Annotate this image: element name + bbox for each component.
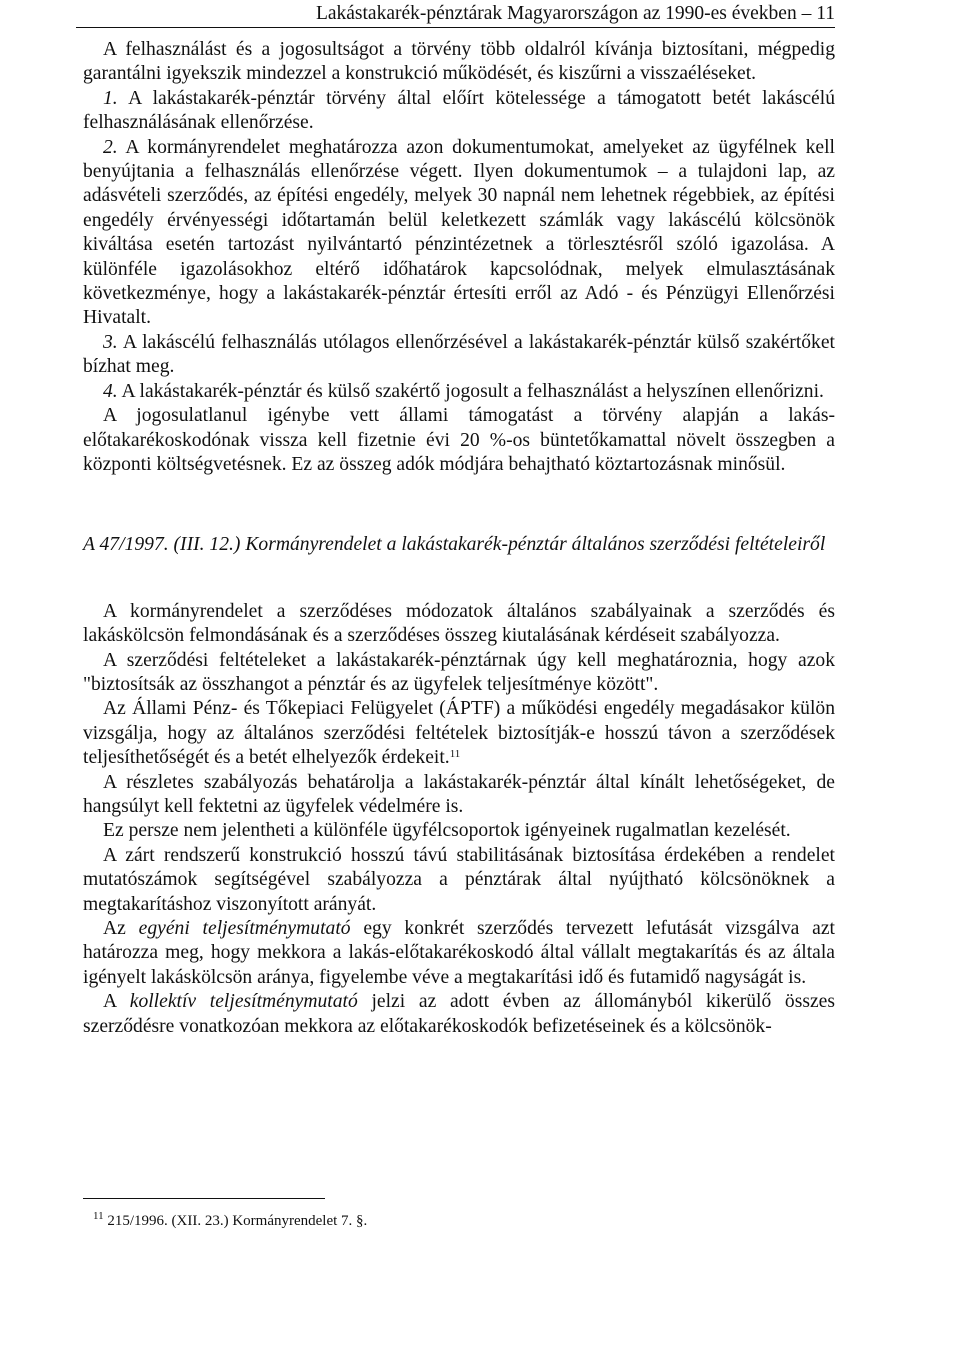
list-item-text: A lakástakarék-pénztár törvény által előírt kötelessége a támogatott betét lakáscélú felhasználásának ellenőrzése. xyxy=(83,87,835,134)
list-marker: 1. xyxy=(103,87,118,109)
list-item xyxy=(83,87,835,136)
list-marker: 4. xyxy=(103,380,118,402)
footnote-divider xyxy=(83,1198,325,1199)
section-title: A 47/1997. (III. 12.) Kormányrendelet a lakástakarék-pénztár általános szerződési feltételeiről xyxy=(83,534,826,556)
list-item xyxy=(83,331,835,380)
paragraph-text: A xyxy=(103,991,130,1013)
paragraph xyxy=(83,697,835,770)
running-header xyxy=(76,2,835,28)
paragraph xyxy=(83,917,835,990)
page-body xyxy=(83,38,835,1039)
list-item-text: A kormányrendelet meghatározza azon dokumentumokat, amelyeket az ügyfélnek kell benyújtania a felhasználás ellenőrzése végett. Ilyen dokumentumok – a tulajdoni lap, az adásvételi szerződés, az építési engedély, melyek 30 napnál nem lehetnek régebbiek, az építési engedély érvényességi időtartamán belül keletkezett számlák vagy lakáscélú kölcsönök kiváltása esetén tartozást nyilvántartó pénzintézetnek a törlesztésről szóló igazolása. A különféle igazolásokhoz eltérő időhatárok kapcsolódnak, melyek elmulasztásának következménye, hogy a lakástakarék-pénztár értesíti erről az Adó - és Pénzügyi Ellenőrzési Hivatalt. xyxy=(83,136,835,329)
list-item xyxy=(83,136,835,331)
paragraph: A zárt rendszerű konstrukció hosszú távú stabilitásának biztosítása érdekében a rendelet mutatószámok segítségével szabályozza a pénztárak által nyújtható kölcsönöknek a megtakarításhoz viszonyított arányát. xyxy=(83,844,835,915)
paragraph: A felhasználást és a jogosultságot a törvény több oldalról kívánja biztosítani, mégpedig garantálni igyekszik mindezzel a konstrukció működését, és kiszűrni a visszaéléseket. xyxy=(83,39,835,85)
running-title: Lakástakarék-pénztárak Magyarországon az 1990-es években – 11 xyxy=(315,3,835,24)
footnote-marker: 11 xyxy=(93,1210,104,1222)
paragraph-text: Az Állami Pénz- és Tőkepiaci Felügyelet (ÁPTF) a működési engedély megadásakor külön vizsgálja, hogy az általános szerződési feltételek biztosítják-e hosszú távon a szerződések teljesíthetőségét és a betét elhelyezők érdekeit. xyxy=(83,698,835,769)
paragraph-text: Az xyxy=(103,918,139,939)
list-item-text: A lakáscélú felhasználás utólagos ellenőrzésével a lakástakarék-pénztár külső szakértőket bízhat meg. xyxy=(83,331,835,378)
paragraph: Ez persze nem jelentheti a különféle ügyfélcsoportok igényeinek rugalmatlan kezelését. xyxy=(103,820,791,842)
paragraph-text: egy konkrét szerződés tervezett lefutását vizsgálva azt határozza meg, hogy mekkora a lakás-előtakarékoskodó által vállalt megtakarítás és az általa igényelt lakáskölcsön aránya, figyelembe véve a megtakarítási idő és futamidő nagyságát is. xyxy=(83,918,835,988)
paragraph: A szerződési feltételeket a lakástakarék-pénztárnak úgy kell meghatároznia, hogy azok "biztosítsák az összhangot a pénztár és az ügyfelek teljesítménye között". xyxy=(83,649,835,695)
paragraph xyxy=(83,990,835,1039)
paragraph-text: jelzi az adott évben az állományból kikerülő összes szerződésre vonatkozóan mekkora az előtakarékoskodók befizetéseinek és a kölcsönök- xyxy=(83,991,835,1037)
list-marker: 3. xyxy=(103,331,118,353)
defined-term: kollektív teljesítménymutató xyxy=(129,991,358,1013)
spacer xyxy=(83,558,835,600)
list-item-text: A lakástakarék-pénztár és külső szakértő jogosult a felhasználást a helyszínen ellenőrizni. xyxy=(121,380,824,402)
paragraph: A kormányrendelet a szerződéses módozatok általános szabályainak a szerződés és lakáskölcsön felmondásának és a szerződéses összeg kiutalásának kérdéseit szabályozza. xyxy=(83,600,835,647)
paragraph: A jogosulatlanul igénybe vett állami támogatást a törvény alapján a lakás-előtakarékoskodónak vissza kell fizetnie évi 20 %-os büntetőkamattal növelt összegben a központi költségvetésnek. Ez az összeg adók módjára behajtható köztartozásnak minősül. xyxy=(83,405,835,475)
list-item xyxy=(83,380,835,404)
defined-term: egyéni teljesítménymutató xyxy=(138,918,351,939)
footnote xyxy=(93,1211,367,1231)
spacer xyxy=(83,477,835,533)
footnote-text: 215/1996. (XII. 23.) Kormányrendelet 7. §. xyxy=(107,1213,368,1229)
list-marker: 2. xyxy=(103,136,118,158)
paragraph: A részletes szabályozás behatárolja a lakástakarék-pénztár által kínált lehetőségeket, de hangsúlyt kell fektetni az ügyfelek védelmére is. xyxy=(83,771,835,817)
footnote-reference: 11 xyxy=(449,748,461,761)
